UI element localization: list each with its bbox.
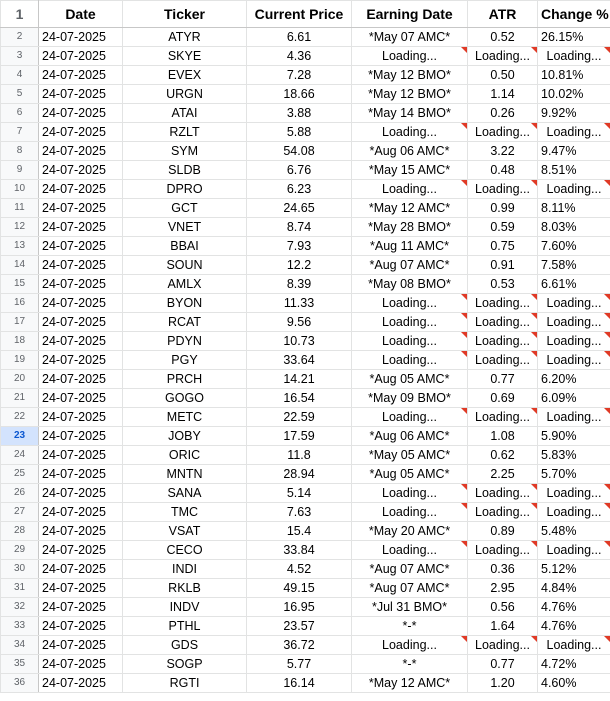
cell-atr[interactable]: 0.50: [468, 66, 538, 85]
cell-date[interactable]: 24-07-2025: [39, 636, 123, 655]
cell-atr[interactable]: 0.69: [468, 389, 538, 408]
cell-atr[interactable]: 0.75: [468, 237, 538, 256]
row-number[interactable]: 15: [1, 275, 39, 294]
cell-ticker[interactable]: TMC: [123, 503, 247, 522]
cell-atr[interactable]: 1.08: [468, 427, 538, 446]
column-header-current-price[interactable]: Current Price: [247, 1, 352, 28]
cell-date[interactable]: 24-07-2025: [39, 47, 123, 66]
cell-atr[interactable]: Loading...: [468, 294, 538, 313]
table-row: [1, 389, 610, 408]
table-row: [1, 85, 610, 104]
table-row: [1, 351, 610, 370]
cell-atr[interactable]: 1.14: [468, 85, 538, 104]
cell-date[interactable]: 24-07-2025: [39, 370, 123, 389]
cell-atr[interactable]: Loading...: [468, 332, 538, 351]
table-row: [1, 180, 610, 199]
cell-earning-date[interactable]: *Aug 07 AMC*: [352, 579, 468, 598]
column-header-ticker[interactable]: Ticker: [123, 1, 247, 28]
cell-ticker[interactable]: RKLB: [123, 579, 247, 598]
cell-ticker[interactable]: GOGO: [123, 389, 247, 408]
table-row: [1, 427, 610, 446]
cell-ticker[interactable]: VSAT: [123, 522, 247, 541]
row-number[interactable]: 19: [1, 351, 39, 370]
table-row: [1, 313, 610, 332]
cell-ticker[interactable]: GDS: [123, 636, 247, 655]
cell-atr[interactable]: 3.22: [468, 142, 538, 161]
row-number[interactable]: 7: [1, 123, 39, 142]
cell-ticker[interactable]: EVEX: [123, 66, 247, 85]
cell-date[interactable]: 24-07-2025: [39, 275, 123, 294]
cell-atr[interactable]: Loading...: [468, 636, 538, 655]
table-row: [1, 256, 610, 275]
cell-current-price[interactable]: 3.88: [247, 104, 352, 123]
cell-date[interactable]: 24-07-2025: [39, 503, 123, 522]
cell-earning-date[interactable]: Loading...: [352, 123, 468, 142]
cell-change-percent[interactable]: 6.61%: [538, 275, 610, 294]
row-number[interactable]: 8: [1, 142, 39, 161]
cell-atr[interactable]: Loading...: [468, 313, 538, 332]
row-number[interactable]: 4: [1, 66, 39, 85]
cell-change-percent[interactable]: Loading...: [538, 541, 610, 560]
cell-atr[interactable]: Loading...: [468, 180, 538, 199]
cell-ticker[interactable]: ATYR: [123, 28, 247, 47]
cell-current-price[interactable]: 8.39: [247, 275, 352, 294]
cell-date[interactable]: 24-07-2025: [39, 465, 123, 484]
cell-change-percent[interactable]: Loading...: [538, 313, 610, 332]
table-row: [1, 579, 610, 598]
cell-date[interactable]: 24-07-2025: [39, 66, 123, 85]
cell-change-percent[interactable]: Loading...: [538, 47, 610, 66]
cell-earning-date[interactable]: *-*: [352, 655, 468, 674]
cell-ticker[interactable]: SOUN: [123, 256, 247, 275]
cell-ticker[interactable]: RCAT: [123, 313, 247, 332]
cell-ticker[interactable]: PDYN: [123, 332, 247, 351]
column-header-date[interactable]: Date: [39, 1, 123, 28]
cell-current-price[interactable]: 23.57: [247, 617, 352, 636]
cell-current-price[interactable]: 7.28: [247, 66, 352, 85]
cell-atr[interactable]: 0.77: [468, 370, 538, 389]
cell-atr[interactable]: Loading...: [468, 408, 538, 427]
cell-current-price[interactable]: 4.52: [247, 560, 352, 579]
cell-date[interactable]: 24-07-2025: [39, 256, 123, 275]
cell-earning-date[interactable]: *May 12 BMO*: [352, 85, 468, 104]
cell-ticker[interactable]: SANA: [123, 484, 247, 503]
column-header-earning-date[interactable]: Earning Date: [352, 1, 468, 28]
cell-ticker[interactable]: JOBY: [123, 427, 247, 446]
cell-earning-date[interactable]: Loading...: [352, 294, 468, 313]
row-number[interactable]: 21: [1, 389, 39, 408]
cell-change-percent[interactable]: 5.90%: [538, 427, 610, 446]
cell-ticker[interactable]: BBAI: [123, 237, 247, 256]
cell-earning-date[interactable]: *Aug 07 AMC*: [352, 256, 468, 275]
cell-earning-date[interactable]: *May 08 BMO*: [352, 275, 468, 294]
table-row: [1, 237, 610, 256]
table-row: [1, 541, 610, 560]
cell-earning-date[interactable]: Loading...: [352, 180, 468, 199]
cell-atr[interactable]: Loading...: [468, 351, 538, 370]
row-number[interactable]: 20: [1, 370, 39, 389]
row-number[interactable]: 29: [1, 541, 39, 560]
cell-atr[interactable]: 0.26: [468, 104, 538, 123]
cell-change-percent[interactable]: Loading...: [538, 294, 610, 313]
cell-date[interactable]: 24-07-2025: [39, 408, 123, 427]
cell-earning-date[interactable]: *Aug 11 AMC*: [352, 237, 468, 256]
cell-date[interactable]: 24-07-2025: [39, 218, 123, 237]
row-number[interactable]: 27: [1, 503, 39, 522]
cell-current-price[interactable]: 7.93: [247, 237, 352, 256]
cell-ticker[interactable]: INDV: [123, 598, 247, 617]
cell-earning-date[interactable]: *May 28 BMO*: [352, 218, 468, 237]
header-row: [1, 1, 610, 28]
cell-current-price[interactable]: 33.84: [247, 541, 352, 560]
cell-earning-date[interactable]: *Aug 05 AMC*: [352, 465, 468, 484]
cell-change-percent[interactable]: Loading...: [538, 408, 610, 427]
cell-current-price[interactable]: 11.33: [247, 294, 352, 313]
cell-change-percent[interactable]: Loading...: [538, 180, 610, 199]
table-row: [1, 370, 610, 389]
cell-atr[interactable]: 0.56: [468, 598, 538, 617]
cell-ticker[interactable]: PRCH: [123, 370, 247, 389]
cell-ticker[interactable]: RGTI: [123, 674, 247, 693]
cell-ticker[interactable]: AMLX: [123, 275, 247, 294]
cell-date[interactable]: 24-07-2025: [39, 161, 123, 180]
row-number[interactable]: 10: [1, 180, 39, 199]
row-number[interactable]: 28: [1, 522, 39, 541]
cell-change-percent[interactable]: 7.58%: [538, 256, 610, 275]
cell-earning-date[interactable]: Loading...: [352, 351, 468, 370]
row-number[interactable]: 11: [1, 199, 39, 218]
cell-current-price[interactable]: 36.72: [247, 636, 352, 655]
cell-ticker[interactable]: GCT: [123, 199, 247, 218]
row-number[interactable]: 5: [1, 85, 39, 104]
cell-earning-date[interactable]: *May 12 BMO*: [352, 66, 468, 85]
cell-current-price[interactable]: 7.63: [247, 503, 352, 522]
cell-current-price[interactable]: 14.21: [247, 370, 352, 389]
table-row: [1, 275, 610, 294]
table-row: [1, 142, 610, 161]
cell-atr[interactable]: 0.99: [468, 199, 538, 218]
cell-current-price[interactable]: 22.59: [247, 408, 352, 427]
row-number[interactable]: 32: [1, 598, 39, 617]
cell-change-percent[interactable]: 9.92%: [538, 104, 610, 123]
cell-atr[interactable]: Loading...: [468, 503, 538, 522]
cell-atr[interactable]: Loading...: [468, 47, 538, 66]
cell-earning-date[interactable]: Loading...: [352, 47, 468, 66]
cell-ticker[interactable]: URGN: [123, 85, 247, 104]
row-number[interactable]: 24: [1, 446, 39, 465]
cell-date[interactable]: 24-07-2025: [39, 104, 123, 123]
cell-date[interactable]: 24-07-2025: [39, 85, 123, 104]
cell-earning-date[interactable]: *May 09 BMO*: [352, 389, 468, 408]
table-row: [1, 332, 610, 351]
cell-date[interactable]: 24-07-2025: [39, 427, 123, 446]
table-row: [1, 218, 610, 237]
row-number[interactable]: 22: [1, 408, 39, 427]
cell-change-percent[interactable]: 8.03%: [538, 218, 610, 237]
cell-date[interactable]: 24-07-2025: [39, 142, 123, 161]
table-row: [1, 617, 610, 636]
cell-date[interactable]: 24-07-2025: [39, 123, 123, 142]
table-row: [1, 484, 610, 503]
cell-current-price[interactable]: 15.4: [247, 522, 352, 541]
cell-atr[interactable]: 0.53: [468, 275, 538, 294]
cell-change-percent[interactable]: 4.76%: [538, 598, 610, 617]
cell-earning-date[interactable]: *Aug 06 AMC*: [352, 427, 468, 446]
cell-current-price[interactable]: 10.73: [247, 332, 352, 351]
cell-earning-date[interactable]: Loading...: [352, 313, 468, 332]
cell-date[interactable]: 24-07-2025: [39, 579, 123, 598]
cell-date[interactable]: 24-07-2025: [39, 332, 123, 351]
cell-ticker[interactable]: VNET: [123, 218, 247, 237]
cell-change-percent[interactable]: Loading...: [538, 503, 610, 522]
cell-change-percent[interactable]: 26.15%: [538, 28, 610, 47]
cell-earning-date[interactable]: Loading...: [352, 484, 468, 503]
cell-change-percent[interactable]: 7.60%: [538, 237, 610, 256]
table-row: [1, 408, 610, 427]
cell-earning-date[interactable]: *May 20 AMC*: [352, 522, 468, 541]
row-number[interactable]: 13: [1, 237, 39, 256]
table-body: [1, 28, 610, 693]
cell-earning-date[interactable]: Loading...: [352, 503, 468, 522]
cell-change-percent[interactable]: 4.60%: [538, 674, 610, 693]
cell-earning-date[interactable]: *Jul 31 BMO*: [352, 598, 468, 617]
cell-earning-date[interactable]: *May 12 AMC*: [352, 674, 468, 693]
cell-date[interactable]: 24-07-2025: [39, 294, 123, 313]
cell-current-price[interactable]: 49.15: [247, 579, 352, 598]
cell-current-price[interactable]: 5.77: [247, 655, 352, 674]
table-row: [1, 47, 610, 66]
cell-earning-date[interactable]: *May 07 AMC*: [352, 28, 468, 47]
cell-current-price[interactable]: 16.14: [247, 674, 352, 693]
cell-ticker[interactable]: BYON: [123, 294, 247, 313]
cell-current-price[interactable]: 6.76: [247, 161, 352, 180]
column-header-atr[interactable]: ATR: [468, 1, 538, 28]
cell-date[interactable]: 24-07-2025: [39, 313, 123, 332]
cell-earning-date[interactable]: *Aug 06 AMC*: [352, 142, 468, 161]
cell-ticker[interactable]: SYM: [123, 142, 247, 161]
cell-atr[interactable]: 0.89: [468, 522, 538, 541]
row-number[interactable]: 9: [1, 161, 39, 180]
cell-current-price[interactable]: 8.74: [247, 218, 352, 237]
cell-atr[interactable]: 0.36: [468, 560, 538, 579]
cell-atr[interactable]: Loading...: [468, 123, 538, 142]
cell-ticker[interactable]: RZLT: [123, 123, 247, 142]
cell-atr[interactable]: 0.77: [468, 655, 538, 674]
cell-atr[interactable]: Loading...: [468, 541, 538, 560]
cell-atr[interactable]: 0.48: [468, 161, 538, 180]
row-number[interactable]: 34: [1, 636, 39, 655]
table-row: [1, 161, 610, 180]
cell-date[interactable]: 24-07-2025: [39, 389, 123, 408]
table-row: [1, 294, 610, 313]
cell-ticker[interactable]: SOGP: [123, 655, 247, 674]
table-row: [1, 446, 610, 465]
cell-date[interactable]: 24-07-2025: [39, 237, 123, 256]
cell-change-percent[interactable]: 5.70%: [538, 465, 610, 484]
table-row: [1, 123, 610, 142]
cell-date[interactable]: 24-07-2025: [39, 351, 123, 370]
cell-change-percent[interactable]: 8.51%: [538, 161, 610, 180]
table-row: [1, 655, 610, 674]
cell-ticker[interactable]: INDI: [123, 560, 247, 579]
cell-ticker[interactable]: SKYE: [123, 47, 247, 66]
cell-ticker[interactable]: ATAI: [123, 104, 247, 123]
row-number[interactable]: 33: [1, 617, 39, 636]
cell-atr[interactable]: Loading...: [468, 484, 538, 503]
cell-change-percent[interactable]: 4.84%: [538, 579, 610, 598]
cell-current-price[interactable]: 24.65: [247, 199, 352, 218]
cell-date[interactable]: 24-07-2025: [39, 28, 123, 47]
cell-earning-date[interactable]: *May 05 AMC*: [352, 446, 468, 465]
row-header[interactable]: 1: [1, 1, 39, 28]
row-number[interactable]: 12: [1, 218, 39, 237]
cell-current-price[interactable]: 9.56: [247, 313, 352, 332]
row-number[interactable]: 6: [1, 104, 39, 123]
cell-current-price[interactable]: 11.8: [247, 446, 352, 465]
cell-earning-date[interactable]: *-*: [352, 617, 468, 636]
cell-date[interactable]: 24-07-2025: [39, 522, 123, 541]
cell-date[interactable]: 24-07-2025: [39, 598, 123, 617]
table-row: [1, 636, 610, 655]
cell-current-price[interactable]: 4.36: [247, 47, 352, 66]
cell-date[interactable]: 24-07-2025: [39, 655, 123, 674]
cell-earning-date[interactable]: *May 15 AMC*: [352, 161, 468, 180]
cell-current-price[interactable]: 12.2: [247, 256, 352, 275]
cell-ticker[interactable]: METC: [123, 408, 247, 427]
cell-change-percent[interactable]: 5.12%: [538, 560, 610, 579]
cell-date[interactable]: 24-07-2025: [39, 674, 123, 693]
table-row: [1, 503, 610, 522]
table-row: [1, 66, 610, 85]
cell-date[interactable]: 24-07-2025: [39, 560, 123, 579]
cell-date[interactable]: 24-07-2025: [39, 199, 123, 218]
cell-change-percent[interactable]: Loading...: [538, 636, 610, 655]
cell-change-percent[interactable]: 6.09%: [538, 389, 610, 408]
row-number[interactable]: 36: [1, 674, 39, 693]
cell-change-percent[interactable]: Loading...: [538, 484, 610, 503]
cell-current-price[interactable]: 17.59: [247, 427, 352, 446]
cell-date[interactable]: 24-07-2025: [39, 541, 123, 560]
cell-date[interactable]: 24-07-2025: [39, 180, 123, 199]
cell-change-percent[interactable]: Loading...: [538, 332, 610, 351]
row-number[interactable]: 3: [1, 47, 39, 66]
cell-atr[interactable]: 2.25: [468, 465, 538, 484]
cell-atr[interactable]: 0.91: [468, 256, 538, 275]
row-number[interactable]: 17: [1, 313, 39, 332]
cell-ticker[interactable]: MNTN: [123, 465, 247, 484]
table-row: [1, 199, 610, 218]
cell-earning-date[interactable]: Loading...: [352, 636, 468, 655]
cell-earning-date[interactable]: Loading...: [352, 541, 468, 560]
cell-date[interactable]: 24-07-2025: [39, 617, 123, 636]
row-number[interactable]: 31: [1, 579, 39, 598]
table-row: [1, 598, 610, 617]
cell-atr[interactable]: 0.59: [468, 218, 538, 237]
row-number[interactable]: 25: [1, 465, 39, 484]
cell-change-percent[interactable]: 10.02%: [538, 85, 610, 104]
cell-change-percent[interactable]: 5.48%: [538, 522, 610, 541]
cell-change-percent[interactable]: Loading...: [538, 123, 610, 142]
row-number[interactable]: 2: [1, 28, 39, 47]
column-header-change-percent[interactable]: Change %: [538, 1, 610, 28]
row-number[interactable]: 30: [1, 560, 39, 579]
cell-current-price[interactable]: 18.66: [247, 85, 352, 104]
cell-current-price[interactable]: 16.95: [247, 598, 352, 617]
cell-ticker[interactable]: CECO: [123, 541, 247, 560]
cell-earning-date[interactable]: Loading...: [352, 408, 468, 427]
cell-date[interactable]: 24-07-2025: [39, 484, 123, 503]
cell-ticker[interactable]: ORIC: [123, 446, 247, 465]
cell-current-price[interactable]: 5.14: [247, 484, 352, 503]
cell-change-percent[interactable]: 6.20%: [538, 370, 610, 389]
cell-current-price[interactable]: 28.94: [247, 465, 352, 484]
cell-ticker[interactable]: SLDB: [123, 161, 247, 180]
cell-change-percent[interactable]: 5.83%: [538, 446, 610, 465]
table-row: [1, 465, 610, 484]
row-number[interactable]: 35: [1, 655, 39, 674]
cell-change-percent[interactable]: 10.81%: [538, 66, 610, 85]
cell-ticker[interactable]: PTHL: [123, 617, 247, 636]
row-number[interactable]: 23: [1, 427, 39, 446]
cell-atr[interactable]: 1.20: [468, 674, 538, 693]
table-row: [1, 104, 610, 123]
cell-change-percent[interactable]: 4.76%: [538, 617, 610, 636]
cell-current-price[interactable]: 54.08: [247, 142, 352, 161]
table-row: [1, 522, 610, 541]
cell-current-price[interactable]: 6.61: [247, 28, 352, 47]
cell-date[interactable]: 24-07-2025: [39, 446, 123, 465]
cell-atr[interactable]: 2.95: [468, 579, 538, 598]
row-number[interactable]: 26: [1, 484, 39, 503]
cell-change-percent[interactable]: 4.72%: [538, 655, 610, 674]
cell-change-percent[interactable]: Loading...: [538, 351, 610, 370]
cell-atr[interactable]: 1.64: [468, 617, 538, 636]
cell-change-percent[interactable]: 9.47%: [538, 142, 610, 161]
cell-change-percent[interactable]: 8.11%: [538, 199, 610, 218]
table-row: [1, 674, 610, 693]
row-number[interactable]: 16: [1, 294, 39, 313]
table-row: [1, 560, 610, 579]
cell-earning-date[interactable]: *Aug 07 AMC*: [352, 560, 468, 579]
cell-earning-date[interactable]: Loading...: [352, 332, 468, 351]
cell-atr[interactable]: 0.52: [468, 28, 538, 47]
cell-earning-date[interactable]: *May 12 AMC*: [352, 199, 468, 218]
table-row: [1, 28, 610, 47]
cell-ticker[interactable]: PGY: [123, 351, 247, 370]
cell-current-price[interactable]: 6.23: [247, 180, 352, 199]
row-number[interactable]: 18: [1, 332, 39, 351]
cell-current-price[interactable]: 16.54: [247, 389, 352, 408]
cell-current-price[interactable]: 33.64: [247, 351, 352, 370]
cell-earning-date[interactable]: *Aug 05 AMC*: [352, 370, 468, 389]
cell-atr[interactable]: 0.62: [468, 446, 538, 465]
cell-current-price[interactable]: 5.88: [247, 123, 352, 142]
cell-ticker[interactable]: DPRO: [123, 180, 247, 199]
row-number[interactable]: 14: [1, 256, 39, 275]
cell-earning-date[interactable]: *May 14 BMO*: [352, 104, 468, 123]
